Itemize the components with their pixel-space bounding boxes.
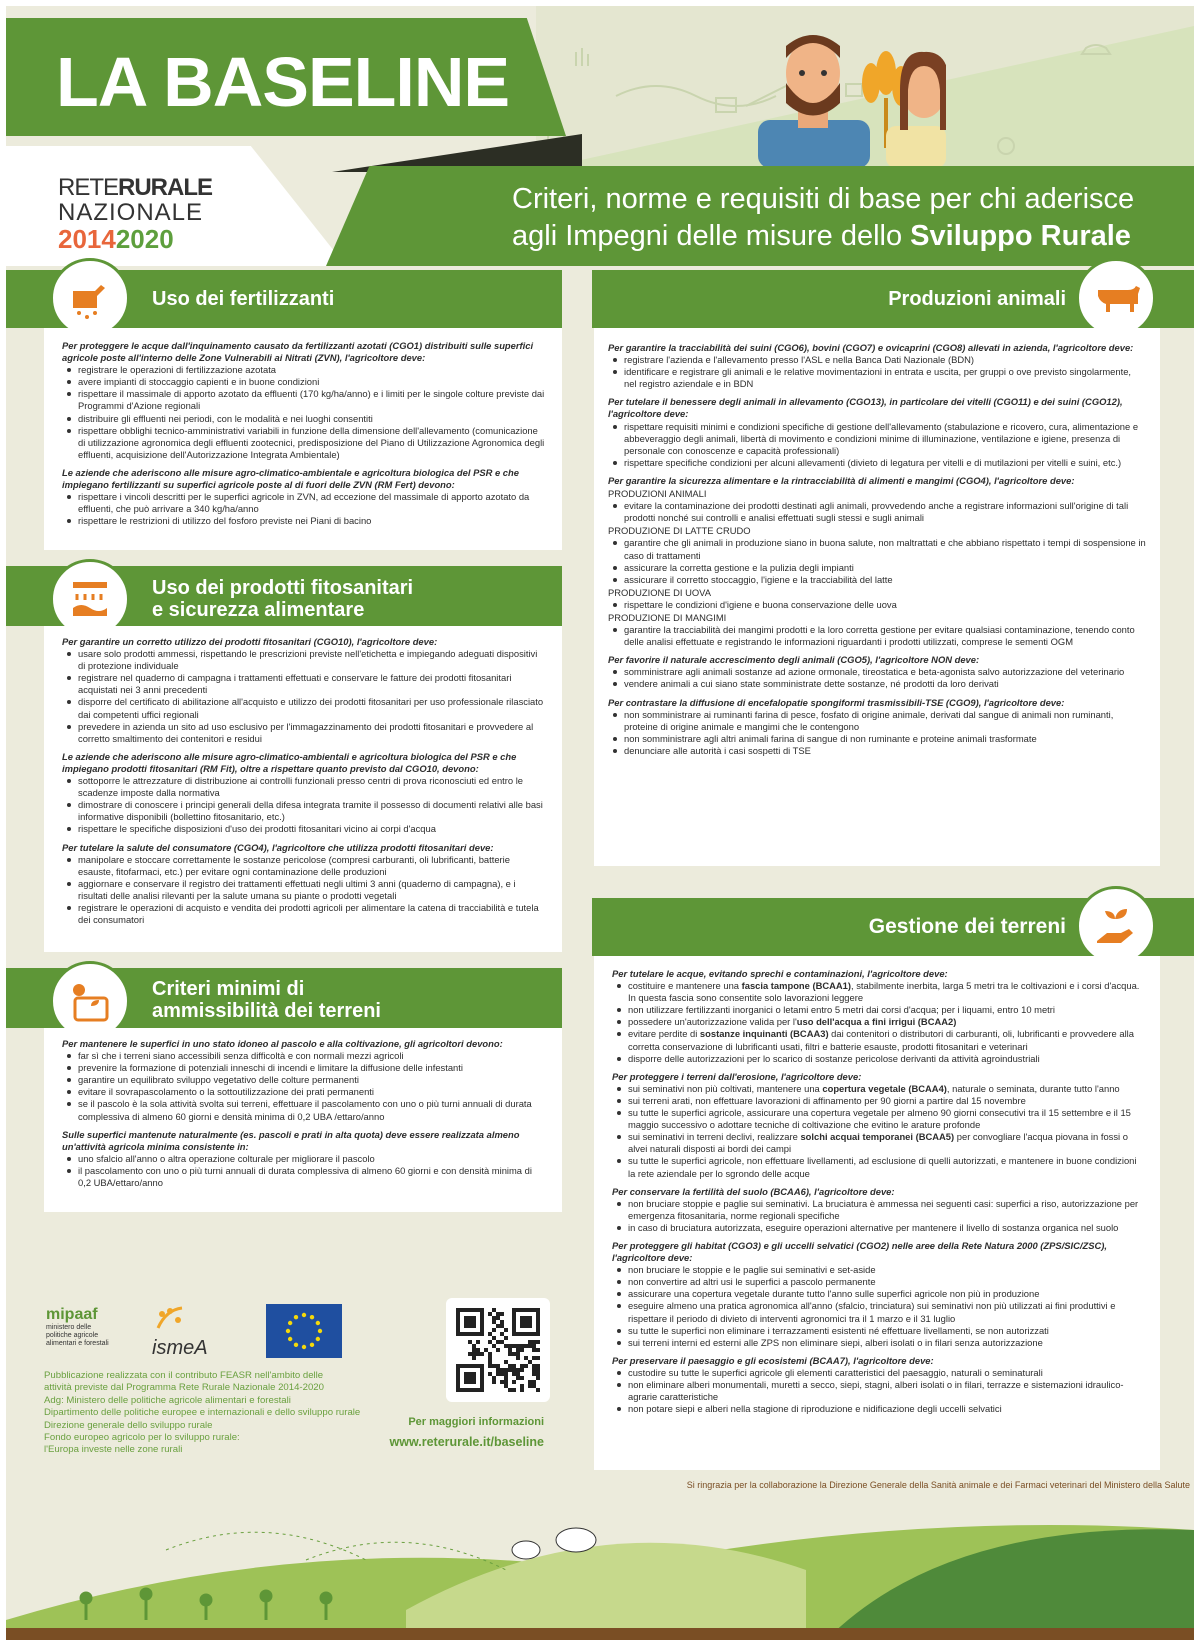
list-item: non utilizzare fertilizzanti inorganici o letami entro 5 metri dai corsi d'acqua; per i liquami, entro 10 metri: [628, 1004, 1146, 1016]
plant-hand-icon: [1076, 886, 1156, 966]
section-intro: Per preservare il paesaggio e gli ecosistemi (BCAA7), l'agricoltore deve:: [612, 1354, 934, 1366]
section-intro: Le aziende che aderiscono alle misure agro-climatico-ambientali e agricoltura biologica del PSR e che impiegano prodotti fitosanitari (RM Fit), oltre a rispettare quanto previsto dal CGO10, devono:: [62, 750, 517, 774]
poster: [6, 6, 1194, 1640]
list-item: costituire e mantenere una fascia tampone (BCAA1), stabilmente inerbita, larga 5 metri tra le coltivazioni e i corsi d'acqua. In questa fascia sono consentite solo lavorazioni leggere: [628, 980, 1146, 1004]
rete-rurale-logo: [58, 176, 212, 252]
bullet-list: [608, 354, 1146, 390]
bullet-list: [608, 599, 1146, 611]
subsection-heading: PRODUZIONE DI MANGIMI: [608, 611, 727, 623]
list-item: registrare nel quaderno di campagna i trattamenti effettuati e conservare le fatture dei prodotti fitosanitari acquistati nei 3 anni precedenti: [78, 672, 546, 696]
list-item: evitare la contaminazione dei prodotti destinati agli animali, provvedendo anche a registrare informazioni sull'origine di tali prodotti nonché sui controlli e analisi effettuati sugli stessi e sugli animali: [624, 500, 1146, 524]
bullet-list: [608, 537, 1146, 585]
list-item: non bruciare le stoppie e le paglie sui seminativi e set-aside: [628, 1264, 1146, 1276]
section-title-fertilizzanti: Uso dei fertilizzanti: [152, 288, 335, 310]
panel-terreni: [594, 956, 1160, 1470]
list-item: vendere animali a cui siano state somministrate dette sostanze, né prodotti da loro derivati: [624, 678, 1146, 690]
bullet-list: [62, 364, 546, 461]
subtitle-strong: Sviluppo Rurale: [910, 220, 1131, 252]
list-item: in caso di bruciatura autorizzata, eseguire operazioni alternative per mantenere il livello di sostanza organica nel suolo: [628, 1222, 1146, 1234]
qr-code[interactable]: [456, 1308, 540, 1392]
list-item: identificare e registrare gli animali e le relative movimentazioni in entrata e uscita, per gruppi o ove previsto singolarmente, nel registro aziendale e in BDN: [624, 366, 1146, 390]
list-item: manipolare e stoccare correttamente le sostanze pericolose (compresi carburanti, oli lubrificanti, batterie esauste, fitofarmaci, etc.) per evitare ogni contaminazione delle produzioni: [78, 854, 546, 878]
section-intro: Per tutelare le acque, evitando sprechi e contaminazioni, l'agricoltore deve:: [612, 968, 948, 979]
eu-star: [302, 1313, 306, 1317]
eu-star: [316, 1321, 320, 1325]
criteri-title-1: Criteri minimi di: [152, 978, 305, 1000]
credit-line: Adg: Ministero delle politiche agricole alimentari e forestali: [44, 1394, 291, 1406]
eu-star: [310, 1315, 314, 1319]
list-item: sui seminativi in terreni declivi, realizzare solchi acquai temporanei (BCAA5) per convogliare l'acqua piovana in fossi o alvei naturali disposti ai bordi dei campi: [628, 1131, 1146, 1155]
list-item: somministrare agli animali sostanze ad azione ormonale, tireostatica e beta-agonista salvo autorizzazione del veterinario: [624, 666, 1146, 678]
ismea-logo: [152, 1306, 232, 1362]
list-item: assicurare il corretto stoccaggio, l'igiene e la tracciabilità del latte: [624, 574, 1146, 586]
list-item: rispettare le specifiche disposizioni d'uso dei prodotti fitosanitari vicino ai corpi d'acqua: [78, 823, 546, 835]
list-item: su tutte le superfici agricole, non effettuare livellamenti, ad esclusione di quelli autorizzati, e mantenere in buone condizioni la rete aziendale per lo sgrondo delle acque: [628, 1155, 1146, 1179]
section-intro: Per proteggere i terreni dall'erosione, l'agricoltore deve:: [612, 1070, 862, 1082]
section-intro: Per garantire la sicurezza alimentare e la rintracciabilità di alimenti e mangimi (CGO4), l'agricoltore deve:: [608, 474, 1075, 486]
bullet-list: [62, 1050, 546, 1123]
bullet-list: [608, 421, 1146, 469]
list-item: su tutte le superfici non eliminare i terrazzamenti esistenti né effettuare livellamenti, se non autorizzati: [628, 1325, 1146, 1337]
criteri-title-2: ammissibilità dei terreni: [152, 1000, 381, 1022]
credit-line: Pubblicazione realizzata con il contributo FEASR nell'ambito delle: [44, 1370, 324, 1381]
bullet-list: [612, 1367, 1146, 1415]
credit-line: attività previste dal Programma Rete Rurale Nazionale 2014-2020: [44, 1382, 324, 1394]
list-item: aggiornare e conservare il registro dei trattamenti effettuati negli ultimi 3 anni (quaderno di campagna), e i risultati delle analisi rilevanti per la salute umana su piante o prodotti vegetali: [78, 878, 546, 902]
logo-rurale: RURALE: [118, 174, 213, 201]
list-item: non potare siepi e alberi nella stagione di riproduzione e nidificazione degli uccelli selvatici: [628, 1403, 1146, 1415]
list-item: usare solo prodotti ammessi, rispettando le prescrizioni previste nell'etichetta e impiegando adeguati dispositivi di protezione individuale: [78, 648, 546, 672]
bullet-list: [608, 709, 1146, 757]
list-item: rispettare il massimale di apporto azotato da effluenti (170 kg/ha/anno) e i limiti per le singole colture previste dai Programmi d'Azione regionali: [78, 388, 545, 412]
bullet-list: [612, 980, 1146, 1065]
section-title-animali: Produzioni animali: [888, 288, 1066, 310]
subsection-heading: PRODUZIONE DI UOVA: [608, 586, 711, 598]
eu-star: [302, 1345, 306, 1349]
list-item: garantire la tracciabilità dei mangimi prodotti e la loro corretta gestione per evitare qualsiasi contaminazione, tenendo conto delle analisi effettuate e registrando le informazioni riguardanti i prodotti utilizzati, comprese le sementi OGM: [624, 624, 1146, 648]
eu-flag: [266, 1304, 342, 1358]
list-item: rispettare obblighi tecnico-amministrativi variabili in funzione della dimensione dell'allevamento (comunicazione di utilizzazione agronomica degli effluenti zootecnici, predisposizione del Piano di Utilizzazione Agronomica degli effluenti, acquisizione dell'Autorizzazione Integrata Ambientale): [78, 424, 545, 460]
section-intro: Per tutelare il benessere degli animali in allevamento (CGO13), in particolare dei vitelli (CGO11) e dei suini (CGO12), l'agricoltore deve:: [608, 396, 1123, 420]
section-intro: Per tutelare la salute del consumatore (CGO4), l'agricoltore che utilizza prodotti fitosanitari deve:: [62, 841, 494, 853]
logo-year-start: 2014: [58, 224, 116, 254]
eu-star: [288, 1337, 292, 1341]
mipaaf-wordmark: mipaaf: [46, 1306, 98, 1323]
logo-year-end: 2020: [115, 224, 174, 254]
list-item: dimostrare di conoscere i principi generali della difesa integrata tramite il possesso di documenti relativi alle basi informative disponibili (bollettino fitosanitario, etc.): [78, 799, 546, 823]
subtitle-line-1: Criteri, norme e requisiti di base per chi aderisce: [512, 183, 1135, 215]
bullet-list: [612, 1083, 1146, 1180]
list-item: evitare perdite di sostanze inquinanti (BCAA3) dai contenitori o distributori di carburanti, oli, lubrificanti e provvedere alla corretta conservazione di lubrificanti usati, filtri e batterie esauste, prodotti fitosanitari e veterinari: [628, 1028, 1146, 1052]
more-info: [382, 1416, 544, 1449]
list-item: rispettare i vincoli descritti per le superfici agricole in ZVN, ad eccezione del massimale di apporto azotato da effluenti, che può arrivare a 340 kg/ha/anno: [78, 491, 546, 515]
landscape-illustration: [6, 1510, 1194, 1640]
bullet-list: [62, 775, 546, 835]
list-item: prevedere in azienda un sito ad uso esclusivo per l'immagazzinamento dei prodotti fitosanitari e provvedere al corretto smaltimento dei contenitori e residui: [78, 721, 546, 745]
list-item: su tutte le superfici agricole, assicurare una copertura vegetale per almeno 90 giorni consecutivi tra il 15 settembre e il 15 maggio successivo o adottare tecniche di coltivazione che evitino le arature profonde: [628, 1107, 1146, 1131]
bullet-list: [608, 500, 1146, 524]
section-intro: Per garantire la tracciabilità dei suini (CGO6), bovini (CGO7) e ovicaprini (CGO8) allevati in azienda, l'agricoltore deve:: [608, 342, 1134, 353]
list-item: eseguire almeno una pratica agronomica all'anno (sfalcio, trinciatura) sui seminativi non più utilizzati ai fini produttivi e rispettare il periodo di divieto di interventi agronomici tra il 1 marzo e il 31 luglio: [628, 1300, 1146, 1324]
list-item: rispettare specifiche condizioni per alcuni allevamenti (divieto di legatura per vitelli e di mutilazioni per vitelli e suini, etc.): [624, 457, 1146, 469]
credit-line: Dipartimento delle politiche europee e internazionali e dello sviluppo rurale: [44, 1407, 361, 1419]
bullet-list: [62, 854, 546, 927]
eu-star: [316, 1337, 320, 1341]
section-title-criteri: [152, 978, 381, 1022]
list-item: possedere un'autorizzazione valida per l'uso dell'acqua a fini irrigui (BCAA2): [628, 1016, 1146, 1028]
bullet-list: [612, 1198, 1146, 1234]
publication-credits: [44, 1370, 374, 1457]
section-intro: Le aziende che aderiscono alle misure agro-climatico-ambientale e agricoltura biologica del PSR e che impiegano fertilizzanti su superfici agricole poste al di fuori delle ZVN (RM Fert) devono:: [62, 466, 519, 491]
qr-code-frame: [446, 1298, 550, 1402]
logo-rete: RETE: [58, 174, 119, 201]
list-item: denunciare alle autorità i casi sospetti di TSE: [624, 745, 1146, 757]
fitosanitari-title-1: Uso dei prodotti fitosanitari: [152, 577, 414, 599]
credit-line: Fondo europeo agricolo per lo sviluppo rurale:: [44, 1432, 240, 1444]
bullet-list: [612, 1264, 1146, 1349]
section-title-terreni: Gestione dei terreni: [868, 915, 1066, 938]
panel-fitosanitari: [44, 626, 562, 952]
list-item: rispettare le restrizioni di utilizzo del fosforo previste nei Piani di bacino: [78, 515, 546, 527]
list-item: se il pascolo è la sola attività svolta sui terreni, effettuare il pascolamento con uno o più turni annuali di durata complessiva di almeno 60 giorni e densità minima di 0,2 UBA /ettaro/anno: [78, 1098, 546, 1122]
list-item: custodire su tutte le superfici agricole gli elementi caratteristici del paesaggio, naturali o seminaturali: [628, 1367, 1146, 1379]
section-intro: Per conservare la fertilità del suolo (BCAA6), l'agricoltore deve:: [612, 1185, 895, 1197]
eu-star: [294, 1343, 298, 1347]
list-item: non eliminare alberi monumentali, muretti a secco, siepi, stagni, alberi isolati o in filari, terrazze e sistemazioni idraulico-agrarie caratteristiche: [628, 1379, 1146, 1403]
list-item: sui terreni arati, non effettuare lavorazioni di affinamento per 90 giorni a partire dal 15 novembre: [628, 1095, 1146, 1107]
credit-line: l'Europa investe nelle zone rurali: [44, 1444, 183, 1456]
list-item: disporre delle autorizzazioni per lo scarico di sostanze pericolose derivanti da attività agroindustriali: [628, 1053, 1146, 1065]
page-subtitle: [512, 181, 1192, 255]
list-item: registrare l'azienda e l'allevamento presso l'ASL e nella Banca Dati Nazionale (BDN): [624, 354, 1146, 366]
logo-nazionale: NAZIONALE: [58, 199, 204, 226]
list-item: garantire che gli animali in produzione siano in buona salute, non maltrattati e che abbiano rispettato i tempi di sospensione in caso di trattamenti: [624, 537, 1146, 561]
list-item: uno sfalcio all'anno o altra operazione colturale per migliorare il pascolo: [78, 1153, 546, 1165]
bullet-list: [608, 624, 1146, 648]
eu-star: [286, 1329, 290, 1333]
mipaaf-subtitle: ministero delle politiche agricole alimentari e forestali: [46, 1324, 109, 1347]
list-item: assicurare una copertura vegetale durante tutto l'anno sulle superfici agricole non più in produzione: [628, 1288, 1146, 1300]
bullet-list: [608, 666, 1146, 690]
bullet-list: [62, 648, 546, 745]
list-item: registrare le operazioni di acquisto e vendita dei prodotti agricoli per alimentare la catena di tracciabilità e tutela dei consumatori: [78, 902, 546, 926]
list-item: assicurare la corretta gestione e la pulizia degli impianti: [624, 562, 1146, 574]
eu-star: [318, 1329, 322, 1333]
eu-star: [294, 1315, 298, 1319]
list-item: evitare il sovrapascolamento o la sottoutilizzazione dei prati permanenti: [78, 1086, 546, 1098]
list-item: rispettare requisiti minimi e condizioni specifiche di gestione dell'allevamento (stabulazione e ricovero, cura, alimentazione e abbeveraggio degli animali, libertà di movimento e condizioni minime di illuminazione, ventilazione e igiene, presenza di personale con conoscenze e capacità professionali): [624, 421, 1146, 457]
list-item: non bruciare stoppie e paglie sui seminativi. La bruciatura è ammessa nei seguenti casi: superfici a riso, autorizzazione per emergenza fitosanitaria, norme regionali specifiche: [628, 1198, 1146, 1222]
list-item: il pascolamento con uno o più turni annuali di durata complessiva di almeno 60 giorni e con densità minima di 0,2 UBA/ettaro/anno: [78, 1165, 546, 1189]
subsection-heading: PRODUZIONE DI LATTE CRUDO: [608, 525, 751, 537]
section-intro: Per contrastare la diffusione di encefalopatie spongiformi trasmissibili-TSE (CGO9), l'agricoltore deve:: [608, 696, 1065, 708]
ismea-wordmark: ismeA: [152, 1337, 208, 1359]
page-title: LA BASELINE: [56, 43, 510, 121]
website-link[interactable]: www.reterurale.it/baseline: [389, 1435, 544, 1449]
section-intro: Sulle superfici mantenute naturalmente (es. pascoli e prati in alta quota) deve essere realizzata almeno un'attività agricola minima consistente in:: [62, 1128, 520, 1152]
bullet-list: [62, 1153, 546, 1189]
section-title-fitosanitari: [152, 577, 413, 621]
list-item: rispettare le condizioni d'igiene e buona conservazione delle uova: [624, 599, 1146, 611]
list-item: non somministrare agli altri animali farina di sangue di non ruminante e proteine animali trasformate: [624, 733, 1146, 745]
list-item: prevenire la formazione di potenziali inneschi di incendi e limitare la diffusione delle infestanti: [78, 1062, 546, 1074]
section-intro: Per garantire un corretto utilizzo dei prodotti fitosanitari (CGO10), l'agricoltore deve:: [62, 636, 438, 647]
list-item: non convertire ad altri usi le superfici a pascolo permanente: [628, 1276, 1146, 1288]
list-item: sottoporre le attrezzature di distribuzione ai controlli funzionali presso centri di prova riconosciuti ed entro le scadenze imposte dalla normativa: [78, 775, 546, 799]
list-item: disporre del certificato di abilitazione all'acquisto e utilizzo dei prodotti fitosanitari per uso professionale rilasciato dai competenti uffici regionali: [78, 696, 546, 720]
list-item: garantire un equilibrato sviluppo vegetativo delle colture permanenti: [78, 1074, 546, 1086]
ismea-mark: [152, 1306, 192, 1332]
fertilizer-icon: [50, 258, 130, 338]
section-intro: Per mantenere le superfici in uno stato idoneo al pascolo e alla coltivazione, gli agricoltori devono:: [62, 1038, 503, 1049]
section-intro: Per proteggere le acque dall'inquinamento causato da fertilizzanti azotati (CGO1) distribuiti sulle superfici agricole poste all'interno delle Zone Vulnerabili ai Nitrati (ZVN), l'agricoltore deve:: [62, 340, 534, 364]
cow-icon: [1076, 258, 1156, 338]
list-item: sui seminativi non più coltivati, mantenere una copertura vegetale (BCAA4), naturale o seminata, durante tutto l'anno: [628, 1083, 1146, 1095]
list-item: distribuire gli effluenti nei periodi, con le modalità e nei luoghi consentiti: [78, 413, 546, 425]
section-intro: Per favorire il naturale accrescimento degli animali (CGO5), l'agricoltore NON deve:: [608, 654, 980, 666]
acknowledgement: Si ringrazia per la collaborazione la Direzione Generale della Sanità animale e dei Farmaci veterinari del Ministero della Salute: [686, 1480, 1190, 1490]
eu-star: [288, 1321, 292, 1325]
section-intro: Per proteggere gli habitat (CGO3) e gli uccelli selvatici (CGO2) nelle aree della Rete Natura 2000 (ZPS/SIC/ZSC), l'agricoltore deve:: [612, 1239, 1107, 1264]
credit-line: Direzione generale dello sviluppo rurale: [44, 1419, 213, 1431]
list-item: far sì che i terreni siano accessibili senza difficoltà e con normali mezzi agricoli: [78, 1050, 546, 1062]
farmers-illustration: [746, 28, 946, 168]
panel-criteri: [44, 1028, 562, 1212]
list-item: avere impianti di stoccaggio capienti e in buone condizioni: [78, 376, 546, 388]
more-info-label: Per maggiori informazioni: [408, 1416, 544, 1428]
mipaaf-logo: [46, 1306, 116, 1348]
panel-animali: [594, 328, 1160, 866]
bullet-list: [62, 491, 546, 527]
subsection-heading: PRODUZIONI ANIMALI: [608, 488, 707, 500]
subtitle-line-2: agli Impegni delle misure dello: [512, 220, 903, 252]
fitosanitari-title-2: e sicurezza alimentare: [152, 599, 365, 621]
list-item: non somministrare ai ruminanti farina di pesce, fosfato di origine animale, derivati dal sangue di animali non ruminanti, proteine di origine animale e mangimi che le contengono: [624, 709, 1146, 733]
list-item: sui terreni interni ed esterni alle ZPS non eliminare siepi, alberi isolati o in filari senza autorizzazione: [628, 1337, 1146, 1349]
list-item: registrare le operazioni di fertilizzazione azotata: [78, 364, 546, 376]
panel-fertilizzanti: [44, 328, 562, 550]
eu-star: [310, 1343, 314, 1347]
